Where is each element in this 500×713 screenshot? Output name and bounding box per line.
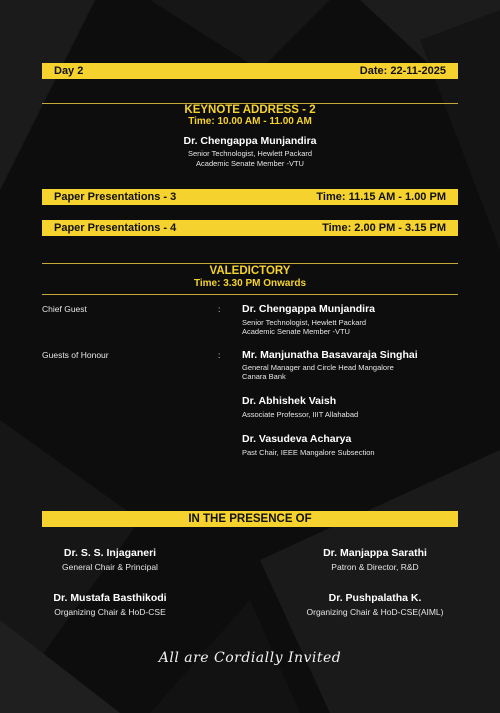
presence-bar [42, 511, 458, 527]
presence-person [285, 547, 465, 572]
presence-person [285, 592, 465, 617]
keynote-time: Time: 10.00 AM - 11.00 AM [188, 116, 312, 127]
valedictory-title: VALEDICTORY [209, 265, 291, 277]
guest-line1: Associate Professor, IIIT Allahabad [242, 410, 359, 419]
valedictory-time: Time: 3.30 PM Onwards [193, 278, 307, 289]
chief-guest-label: Chief Guest [42, 304, 87, 314]
person-role: General Chair & Principal [62, 562, 158, 572]
chief-guest-name: Dr. Chengappa Munjandira [242, 303, 376, 315]
date-label: Date: 22-11-2025 [359, 65, 446, 77]
presence-person [20, 547, 200, 572]
keynote-title: KEYNOTE ADDRESS - 2 [184, 104, 316, 116]
guest-line1: General Manager and Circle Head Mangalore [242, 363, 394, 372]
presence-title: IN THE PRESENCE OF [188, 513, 312, 525]
session-time: Time: 11.15 AM - 1.00 PM [316, 191, 446, 203]
guests-of-honour-label: Guests of Honour [42, 350, 109, 360]
day-header-bar [42, 63, 458, 79]
valedictory-rule-bottom [42, 294, 458, 295]
session-bar-paper-4 [42, 220, 458, 236]
presence-person [20, 592, 200, 617]
person-name: Dr. Pushpalatha K. [328, 592, 422, 604]
session-time: Time: 2.00 PM - 3.15 PM [322, 222, 446, 234]
chief-guest-line2: Academic Senate Member -VTU [242, 327, 350, 336]
session-bar-paper-3 [42, 189, 458, 205]
invitation-text: All are Cordially Invited [158, 650, 342, 666]
day-label: Day 2 [54, 65, 84, 77]
chief-guest-colon: : [218, 304, 221, 314]
person-name: Dr. S. S. Injaganeri [63, 547, 157, 559]
person-name: Dr. Manjappa Sarathi [323, 547, 427, 559]
person-name: Dr. Mustafa Basthikodi [53, 592, 167, 604]
keynote-speaker-line2: Academic Senate Member -VTU [196, 159, 304, 168]
guest-name: Mr. Manjunatha Basavaraja Singhai [242, 349, 418, 361]
chief-guest-line1: Senior Technologist, Hewlett Packard [242, 318, 367, 327]
keynote-speaker: Dr. Chengappa Munjandira [183, 135, 317, 147]
session-label: Paper Presentations - 4 [54, 222, 177, 234]
guest-name: Dr. Vasudeva Acharya [242, 433, 352, 445]
person-role: Organizing Chair & HoD-CSE [54, 607, 166, 617]
person-role: Patron & Director, R&D [331, 562, 419, 572]
guest-name: Dr. Abhishek Vaish [242, 395, 337, 407]
person-role: Organizing Chair & HoD-CSE(AIML) [306, 607, 444, 617]
guest-line1: Past Chair, IEEE Mangalore Subsection [242, 448, 375, 457]
session-label: Paper Presentations - 3 [54, 191, 177, 203]
guests-of-honour-colon: : [218, 350, 221, 360]
keynote-speaker-line1: Senior Technologist, Hewlett Packard [187, 149, 313, 158]
guest-line2: Canara Bank [242, 372, 286, 381]
